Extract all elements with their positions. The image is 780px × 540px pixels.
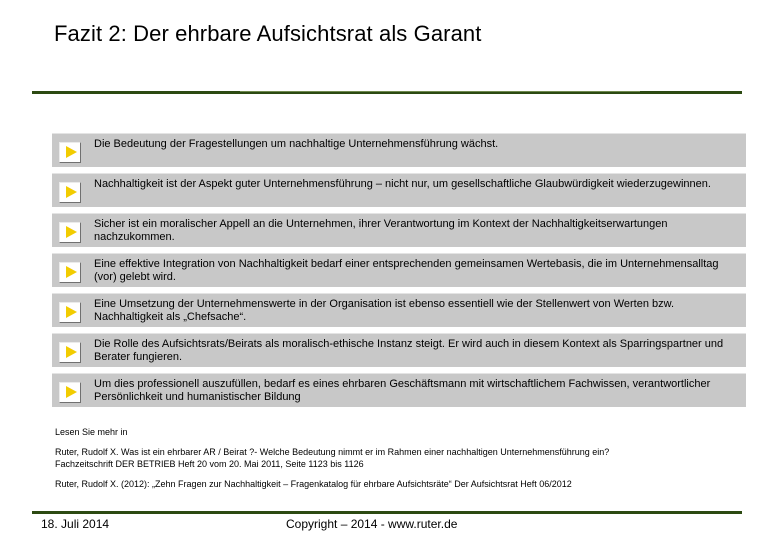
bullet-item — [52, 293, 746, 327]
bullet-item — [52, 213, 746, 247]
play-icon[interactable] — [59, 222, 81, 243]
reference-1-line-1: Ruter, Rudolf X. Was ist ein ehrbarer AR / Beirat ?- Welche Bedeutung nimmt er im Rahmen einer nachhaltigen Unternehmensführung ein? — [55, 447, 610, 457]
bullet-text: Die Rolle des Aufsichtsrats/Beirats als moralisch-ethische Instanz steigt. Er wird auch in diesem Kontext als Sparringspartner und Berater fungieren. — [94, 338, 724, 364]
reference-2: Ruter, Rudolf X. (2012): „Zehn Fragen zur Nachhaltigkeit – Fragenkatalog für ehrbare Aufsichtsräte“ Der Aufsichtsrat Heft 06/2012 — [55, 479, 572, 489]
page-title: Fazit 2: Der ehrbare Aufsichtsrat als Garant — [54, 21, 482, 46]
play-icon[interactable] — [59, 182, 81, 203]
bullet-text: Sicher ist ein moralischer Appell an die Unternehmen, ihrer Verantwortung im Kontext der Nachhaltigkeitserwartungen nachzukommen. — [94, 218, 668, 244]
play-icon[interactable] — [59, 382, 81, 403]
references — [55, 426, 755, 490]
play-icon[interactable] — [59, 262, 81, 283]
reference-1-line-2: Fachzeitschrift DER BETRIEB Heft 20 vom 20. Mai 2011, Seite 1123 bis 1126 — [55, 459, 364, 469]
footer-date: 18. Juli 2014 — [41, 517, 110, 531]
bullet-item — [52, 333, 746, 367]
bullet-text: Eine effektive Integration von Nachhaltigkeit bedarf einer entsprechenden gemeinsamen Wertebasis, die im Unternehmensalltag (vor) gelebt wird. — [94, 258, 719, 284]
bullet-text: Nachhaltigkeit ist der Aspekt guter Unternehmensführung – nicht nur, um gesellschaftliche Glaubwürdigkeit wiederzugewinnen. — [94, 178, 711, 190]
bullet-text: Eine Umsetzung der Unternehmenswerte in der Organisation ist ebenso essentiell wie der Stellenwert von Werten bzw. Nachhaltigkeit als „Chefsache“. — [94, 298, 675, 324]
bullet-text: Die Bedeutung der Fragestellungen um nachhaltige Unternehmensführung wächst. — [94, 138, 499, 150]
bullet-item — [52, 253, 746, 287]
footer-copyright: Copyright – 2014 - www.ruter.de — [286, 517, 458, 531]
bullet-item — [52, 173, 746, 207]
play-icon[interactable] — [59, 142, 81, 163]
bullet-item — [52, 133, 746, 167]
title-divider-highlight — [240, 91, 640, 92]
play-icon[interactable] — [59, 302, 81, 323]
references-intro: Lesen Sie mehr in — [55, 427, 128, 437]
bullet-text: Um dies professionell auszufüllen, bedarf es eines ehrbaren Geschäftsmann mit wirtschaftlichem Fachwissen, verantwortlicher Persönlichkeit und humanistischer Bildung — [94, 378, 711, 404]
footer-divider — [32, 511, 742, 514]
bullet-list — [52, 133, 746, 413]
play-icon[interactable] — [59, 342, 81, 363]
bullet-item — [52, 373, 746, 407]
